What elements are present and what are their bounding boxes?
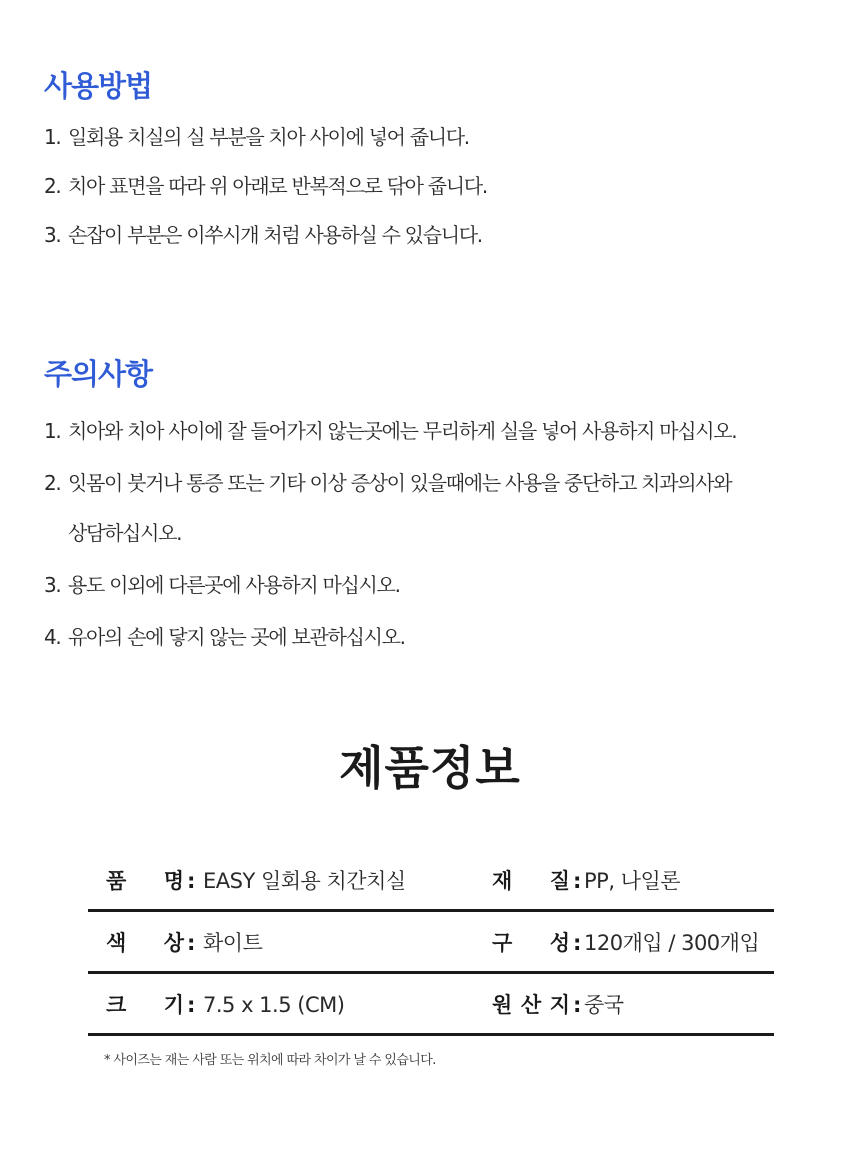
info-value: 7.5 x 1.5 (CM) xyxy=(203,993,345,1017)
caution-item-number: 1. xyxy=(44,419,61,443)
caution-item xyxy=(44,572,840,598)
info-row xyxy=(88,912,774,974)
usage-item-text: 치아 표면을 따라 위 아래로 반복적으로 닦아 줍니다. xyxy=(68,174,487,198)
info-label-text: 재 질 xyxy=(492,869,570,893)
caution-item xyxy=(44,624,840,650)
usage-item-number: 1. xyxy=(44,125,61,149)
info-label-colon: : xyxy=(573,869,582,893)
info-label-colon: : xyxy=(187,869,196,893)
info-label-text: 색 상 xyxy=(106,931,184,955)
info-label-colon: : xyxy=(187,931,196,955)
caution-item-number: 3. xyxy=(44,573,61,597)
info-value: EASY 일회용 치간치실 xyxy=(203,869,406,893)
info-label-text: 구 성 xyxy=(492,931,570,955)
info-row xyxy=(88,974,774,1036)
caution-item-text: 잇몸이 붓거나 통증 또는 기타 이상 증상이 있을때에는 사용을 중단하고 치과의사와 xyxy=(68,471,732,495)
size-footnote: * 사이즈는 재는 사람 또는 위치에 따라 차이가 날 수 있습니다. xyxy=(104,1053,436,1068)
caution-item-number: 4. xyxy=(44,625,61,649)
caution-item xyxy=(44,470,840,546)
caution-item-number: 2. xyxy=(44,471,61,495)
product-info-table xyxy=(88,850,774,1036)
info-label xyxy=(492,912,584,971)
info-label xyxy=(106,912,198,971)
info-label xyxy=(492,850,584,909)
info-value: 120개입 / 300개입 xyxy=(584,931,760,955)
info-label-text: 원 산 지 xyxy=(492,993,570,1017)
usage-item xyxy=(44,124,840,150)
info-label xyxy=(106,850,198,909)
info-label xyxy=(492,974,584,1033)
info-value: 화이트 xyxy=(203,931,263,955)
product-info-heading: 제품정보 xyxy=(339,741,521,795)
caution-item-text: 용도 이외에 다른곳에 사용하지 마십시오. xyxy=(68,573,400,597)
usage-item-text: 일회용 치실의 실 부분을 치아 사이에 넣어 줍니다. xyxy=(68,125,469,149)
usage-item-number: 2. xyxy=(44,174,61,198)
usage-item-text: 손잡이 부분은 이쑤시개 처럼 사용하실 수 있습니다. xyxy=(68,223,482,247)
caution-item-text: 유아의 손에 닿지 않는 곳에 보관하십시오. xyxy=(68,625,405,649)
usage-item xyxy=(44,222,840,248)
info-value: PP, 나일론 xyxy=(584,869,681,893)
info-label-colon: : xyxy=(187,993,196,1017)
usage-title: 사용방법 xyxy=(44,69,153,103)
caution-title: 주의사항 xyxy=(44,357,153,391)
info-label-colon: : xyxy=(573,993,582,1017)
info-label-text: 크 기 xyxy=(106,993,184,1017)
usage-item xyxy=(44,173,840,199)
info-label-text: 품 명 xyxy=(106,869,184,893)
caution-list xyxy=(44,418,840,676)
caution-item xyxy=(44,418,840,444)
caution-item-text-continued: 상담하십시오. xyxy=(68,521,182,545)
caution-item-text: 치아와 치아 사이에 잘 들어가지 않는곳에는 무리하게 실을 넣어 사용하지 마십시오. xyxy=(68,419,737,443)
info-row xyxy=(88,850,774,912)
usage-list xyxy=(44,124,840,271)
info-label-colon: : xyxy=(573,931,582,955)
info-value: 중국 xyxy=(584,993,624,1017)
usage-item-number: 3. xyxy=(44,223,61,247)
info-label xyxy=(106,974,198,1033)
